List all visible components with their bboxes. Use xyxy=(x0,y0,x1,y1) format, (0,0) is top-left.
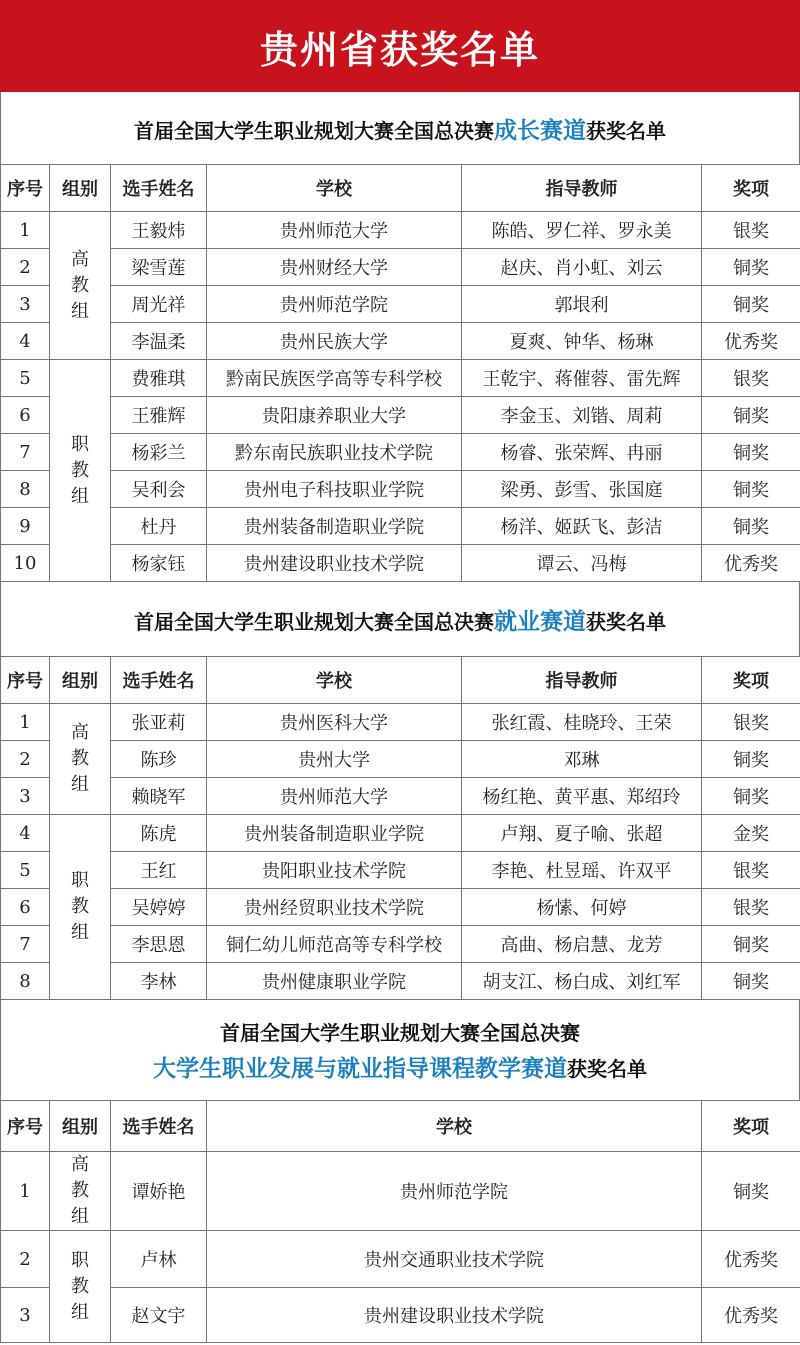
group-char: 高 xyxy=(71,1154,89,1175)
group-char: 教 xyxy=(71,1180,89,1201)
employment-track-table xyxy=(0,656,800,1000)
award-cell: 银奖 xyxy=(702,889,800,926)
header-name: 选手姓名 xyxy=(111,165,207,212)
table-row xyxy=(1,889,800,926)
school-cell: 贵阳职业技术学院 xyxy=(207,852,462,889)
header-award: 奖项 xyxy=(702,1101,800,1152)
award-cell: 铜奖 xyxy=(702,249,800,286)
seq-cell: 6 xyxy=(1,889,50,926)
school-cell: 贵州师范学院 xyxy=(207,286,462,323)
award-cell: 优秀奖 xyxy=(702,1231,800,1288)
group-char: 教 xyxy=(71,459,89,481)
table-row xyxy=(1,704,800,741)
section-title-course xyxy=(0,1000,800,1100)
teacher-cell: 高曲、杨启慧、龙芳 xyxy=(462,926,702,963)
group-cell xyxy=(50,815,111,1000)
name-cell: 李思恩 xyxy=(111,926,207,963)
seq-cell: 1 xyxy=(1,212,50,249)
table-row xyxy=(1,545,800,582)
award-cell: 铜奖 xyxy=(702,397,800,434)
school-cell: 贵州医科大学 xyxy=(207,704,462,741)
title-prefix: 首届全国大学生职业规划大赛全国总决赛 xyxy=(134,118,494,143)
title-suffix: 获奖名单 xyxy=(586,609,666,634)
table-row xyxy=(1,286,800,323)
school-cell: 贵州交通职业技术学院 xyxy=(207,1231,702,1288)
table-header-row xyxy=(1,165,800,212)
award-cell: 铜奖 xyxy=(702,508,800,545)
title-highlight: 成长赛道 xyxy=(494,117,586,144)
title-line1: 首届全国大学生职业规划大赛全国总决赛 xyxy=(220,1021,580,1045)
name-cell: 李温柔 xyxy=(111,323,207,360)
table-row xyxy=(1,778,800,815)
group-char: 职 xyxy=(71,870,89,891)
name-cell: 费雅琪 xyxy=(111,360,207,397)
title-prefix: 首届全国大学生职业规划大赛全国总决赛 xyxy=(134,609,494,634)
seq-cell: 1 xyxy=(1,704,50,741)
name-cell: 梁雪莲 xyxy=(111,249,207,286)
page-banner xyxy=(0,0,800,92)
header-name: 选手姓名 xyxy=(111,1101,207,1152)
teacher-cell: 夏爽、钟华、杨琳 xyxy=(462,323,702,360)
teacher-cell: 陈皓、罗仁祥、罗永美 xyxy=(462,212,702,249)
name-cell: 王红 xyxy=(111,852,207,889)
group-cell xyxy=(50,212,111,360)
seq-cell: 2 xyxy=(1,1231,50,1288)
header-school: 学校 xyxy=(207,165,462,212)
school-cell: 贵州经贸职业技术学院 xyxy=(207,889,462,926)
header-seq: 序号 xyxy=(1,657,50,704)
title-suffix: 获奖名单 xyxy=(567,1057,647,1081)
school-cell: 贵阳康养职业大学 xyxy=(207,397,462,434)
school-cell: 铜仁幼儿师范高等专科学校 xyxy=(207,926,462,963)
seq-cell: 4 xyxy=(1,323,50,360)
school-cell: 贵州财经大学 xyxy=(207,249,462,286)
award-cell: 铜奖 xyxy=(702,286,800,323)
name-cell: 赵文宇 xyxy=(111,1288,207,1343)
group-char: 组 xyxy=(71,774,89,795)
seq-cell: 4 xyxy=(1,815,50,852)
group-char: 教 xyxy=(71,748,89,769)
seq-cell: 8 xyxy=(1,471,50,508)
seq-cell: 3 xyxy=(1,778,50,815)
school-cell: 黔南民族医学高等专科学校 xyxy=(207,360,462,397)
award-cell: 银奖 xyxy=(702,852,800,889)
teacher-cell: 杨睿、张荣辉、冉丽 xyxy=(462,434,702,471)
header-group: 组别 xyxy=(50,657,111,704)
award-cell: 优秀奖 xyxy=(702,545,800,582)
award-cell: 铜奖 xyxy=(702,434,800,471)
award-cell: 金奖 xyxy=(702,815,800,852)
seq-cell: 5 xyxy=(1,360,50,397)
seq-cell: 7 xyxy=(1,434,50,471)
header-teacher: 指导教师 xyxy=(462,165,702,212)
school-cell: 黔东南民族职业技术学院 xyxy=(207,434,462,471)
school-cell: 贵州师范学院 xyxy=(207,1152,702,1231)
teacher-cell: 张红霞、桂晓玲、王荣 xyxy=(462,704,702,741)
seq-cell: 1 xyxy=(1,1152,50,1231)
title-highlight: 大学生职业发展与就业指导课程教学赛道 xyxy=(153,1056,567,1082)
school-cell: 贵州装备制造职业学院 xyxy=(207,815,462,852)
group-char: 组 xyxy=(71,300,89,322)
school-cell: 贵州师范大学 xyxy=(207,778,462,815)
header-school: 学校 xyxy=(207,1101,702,1152)
teacher-cell: 胡支江、杨白成、刘红军 xyxy=(462,963,702,1000)
group-char: 教 xyxy=(71,896,89,917)
group-char: 教 xyxy=(71,1275,89,1297)
teacher-cell: 邓琳 xyxy=(462,741,702,778)
group-cell xyxy=(50,704,111,815)
award-cell: 铜奖 xyxy=(702,1152,800,1231)
teacher-cell: 谭云、冯梅 xyxy=(462,545,702,582)
teacher-cell: 杨洋、姬跃飞、彭洁 xyxy=(462,508,702,545)
table-row xyxy=(1,212,800,249)
banner-title: 贵州省获奖名单 xyxy=(259,27,540,72)
school-cell: 贵州大学 xyxy=(207,741,462,778)
group-char: 高 xyxy=(71,248,89,270)
table-row xyxy=(1,852,800,889)
table-row xyxy=(1,926,800,963)
table-row xyxy=(1,1152,800,1231)
header-seq: 序号 xyxy=(1,1101,50,1152)
name-cell: 吴婷婷 xyxy=(111,889,207,926)
teacher-cell: 梁勇、彭雪、张国庭 xyxy=(462,471,702,508)
name-cell: 卢林 xyxy=(111,1231,207,1288)
school-cell: 贵州师范大学 xyxy=(207,212,462,249)
teacher-cell: 卢翔、夏子喻、张超 xyxy=(462,815,702,852)
school-cell: 贵州装备制造职业学院 xyxy=(207,508,462,545)
section-title-employment xyxy=(0,582,800,656)
teacher-cell: 杨红艳、黄平惠、郑绍玲 xyxy=(462,778,702,815)
seq-cell: 3 xyxy=(1,1288,50,1343)
table-row xyxy=(1,1231,800,1288)
seq-cell: 9 xyxy=(1,508,50,545)
award-cell: 铜奖 xyxy=(702,741,800,778)
table-row xyxy=(1,434,800,471)
seq-cell: 2 xyxy=(1,249,50,286)
header-name: 选手姓名 xyxy=(111,657,207,704)
title-highlight: 就业赛道 xyxy=(494,608,586,635)
header-seq: 序号 xyxy=(1,165,50,212)
table-row xyxy=(1,1288,800,1343)
group-char: 职 xyxy=(71,1249,89,1271)
name-cell: 杨家钰 xyxy=(111,545,207,582)
group-char: 组 xyxy=(71,1206,89,1227)
table-row xyxy=(1,815,800,852)
header-group: 组别 xyxy=(50,165,111,212)
title-suffix: 获奖名单 xyxy=(586,118,666,143)
name-cell: 赖晓军 xyxy=(111,778,207,815)
group-char: 组 xyxy=(71,1301,89,1323)
name-cell: 陈珍 xyxy=(111,741,207,778)
name-cell: 李林 xyxy=(111,963,207,1000)
group-char: 教 xyxy=(71,274,89,296)
table-row xyxy=(1,397,800,434)
header-group: 组别 xyxy=(50,1101,111,1152)
header-award: 奖项 xyxy=(702,657,800,704)
name-cell: 吴利会 xyxy=(111,471,207,508)
name-cell: 周光祥 xyxy=(111,286,207,323)
award-cell: 铜奖 xyxy=(702,926,800,963)
name-cell: 张亚莉 xyxy=(111,704,207,741)
name-cell: 杨彩兰 xyxy=(111,434,207,471)
teacher-cell: 李金玉、刘锴、周莉 xyxy=(462,397,702,434)
group-cell xyxy=(50,360,111,582)
section-title-growth xyxy=(0,92,800,164)
teacher-cell: 李艳、杜昱瑶、许双平 xyxy=(462,852,702,889)
table-row xyxy=(1,508,800,545)
school-cell: 贵州建设职业技术学院 xyxy=(207,1288,702,1343)
teacher-cell: 杨愫、何婷 xyxy=(462,889,702,926)
seq-cell: 10 xyxy=(1,545,50,582)
table-row xyxy=(1,471,800,508)
teacher-cell: 王乾宇、蒋催蓉、雷先辉 xyxy=(462,360,702,397)
name-cell: 王雅辉 xyxy=(111,397,207,434)
school-cell: 贵州健康职业学院 xyxy=(207,963,462,1000)
seq-cell: 8 xyxy=(1,963,50,1000)
seq-cell: 3 xyxy=(1,286,50,323)
table-row xyxy=(1,741,800,778)
growth-track-table xyxy=(0,164,800,582)
seq-cell: 5 xyxy=(1,852,50,889)
course-track-table xyxy=(0,1100,800,1343)
teacher-cell: 郭垠利 xyxy=(462,286,702,323)
group-char: 组 xyxy=(71,485,89,507)
award-cell: 银奖 xyxy=(702,360,800,397)
award-cell: 铜奖 xyxy=(702,963,800,1000)
table-row xyxy=(1,323,800,360)
name-cell: 王毅炜 xyxy=(111,212,207,249)
table-header-row xyxy=(1,1101,800,1152)
school-cell: 贵州民族大学 xyxy=(207,323,462,360)
group-char: 组 xyxy=(71,922,89,943)
group-cell xyxy=(50,1231,111,1343)
award-cell: 优秀奖 xyxy=(702,1288,800,1343)
table-row xyxy=(1,360,800,397)
award-cell: 优秀奖 xyxy=(702,323,800,360)
seq-cell: 7 xyxy=(1,926,50,963)
school-cell: 贵州电子科技职业学院 xyxy=(207,471,462,508)
seq-cell: 2 xyxy=(1,741,50,778)
seq-cell: 6 xyxy=(1,397,50,434)
header-teacher: 指导教师 xyxy=(462,657,702,704)
name-cell: 杜丹 xyxy=(111,508,207,545)
table-row xyxy=(1,249,800,286)
group-char: 职 xyxy=(71,433,89,455)
award-cell: 银奖 xyxy=(702,704,800,741)
table-row xyxy=(1,963,800,1000)
award-cell: 铜奖 xyxy=(702,778,800,815)
award-cell: 铜奖 xyxy=(702,471,800,508)
table-header-row xyxy=(1,657,800,704)
teacher-cell: 赵庆、肖小虹、刘云 xyxy=(462,249,702,286)
school-cell: 贵州建设职业技术学院 xyxy=(207,545,462,582)
group-cell xyxy=(50,1152,111,1231)
group-char: 高 xyxy=(71,722,89,743)
award-cell: 银奖 xyxy=(702,212,800,249)
header-award: 奖项 xyxy=(702,165,800,212)
name-cell: 陈虎 xyxy=(111,815,207,852)
name-cell: 谭娇艳 xyxy=(111,1152,207,1231)
header-school: 学校 xyxy=(207,657,462,704)
